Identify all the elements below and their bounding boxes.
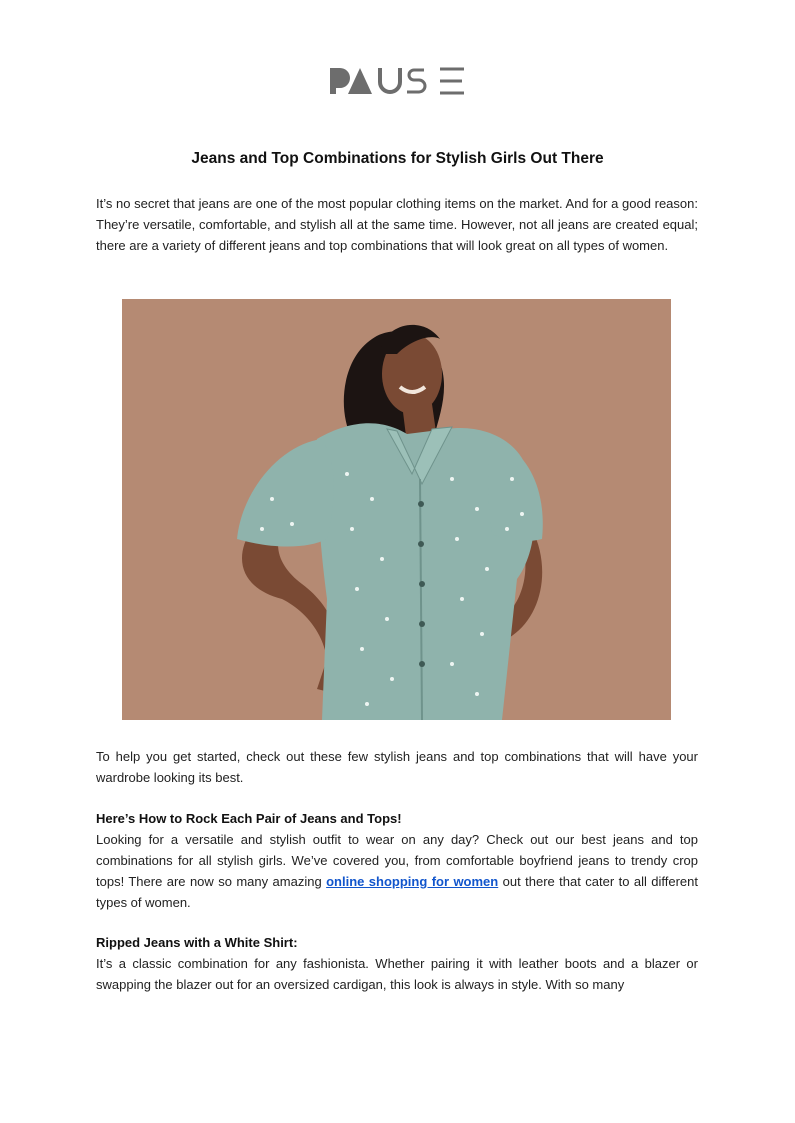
paragraph-text: Looking for a versatile and stylish outfit to wear on any day? Check out our best jeans and top combinations for all stylish girls. We’ve covered you, from comfortable boyfriend jeans to trendy crop tops! There are now so many amazing — [96, 832, 698, 889]
pause-logo-mark — [328, 66, 468, 96]
section-heading-text: Ripped Jeans with a White Shirt: — [96, 935, 298, 950]
section-paragraph-ripped-jeans: It’s a classic combination for any fashionista. Whether pairing it with leather boots and a blazer or swapping the blazer out for an oversized cardigan, this look is always in style. With so many — [96, 956, 698, 992]
online-shopping-link[interactable]: online shopping for women — [326, 874, 499, 889]
section-heading-ripped-jeans — [96, 932, 698, 953]
section-heading-text: Here’s How to Rock Each Pair of Jeans and Tops! — [96, 811, 402, 826]
hero-image — [122, 299, 671, 720]
paragraph-text: out there that cater to all different types of women. — [96, 874, 699, 910]
brand-logo[interactable] — [0, 66, 795, 101]
after-image-paragraph: To help you get started, check out these few stylish jeans and top combinations that will have your wardrobe looking its best. — [96, 749, 698, 785]
intro-paragraph: It’s no secret that jeans are one of the most popular clothing items on the market. And for a good reason: They’re versatile, comfortable, and stylish all at the same time. However, not all jeans are created equal; there are a variety of different jeans and top combinations that will look great on all types of women. — [96, 196, 698, 253]
section-heading-jeans-tops — [96, 808, 698, 829]
article-title: Jeans and Top Combinations for Stylish Girls Out There — [191, 150, 604, 167]
section-paragraph-jeans-tops — [96, 829, 698, 913]
